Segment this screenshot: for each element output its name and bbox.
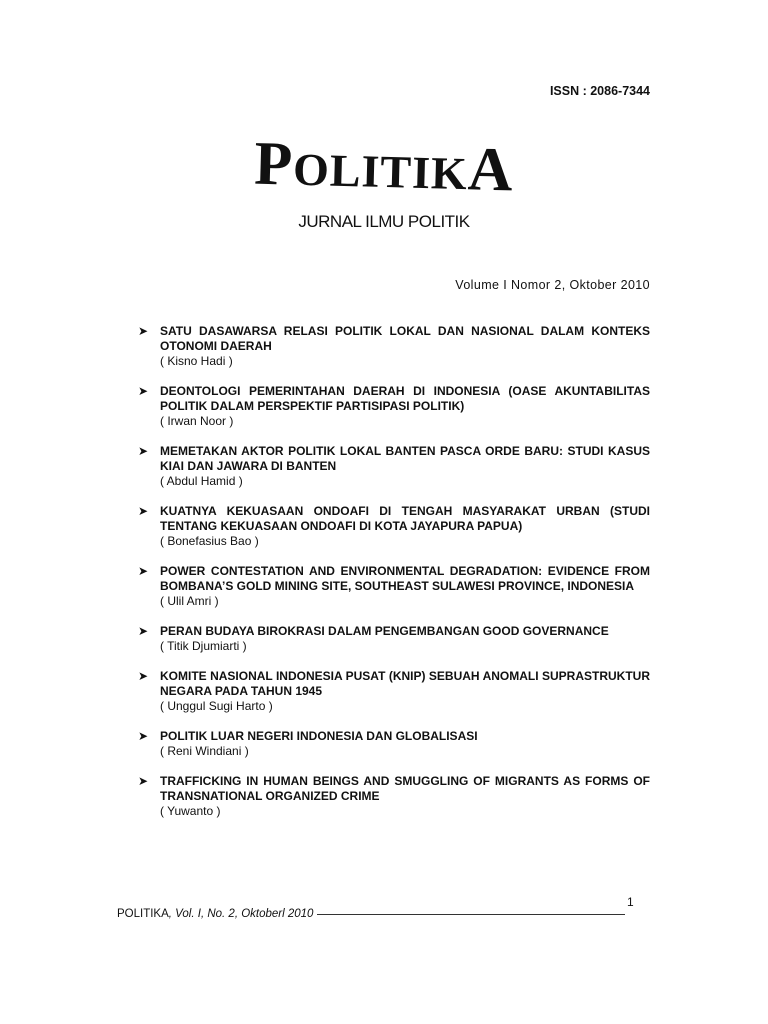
toc-item (138, 444, 650, 489)
footer-rule (317, 914, 625, 915)
article-title: TRAFFICKING IN HUMAN BEINGS AND SMUGGLING OF MIGRANTS AS FORMS OF TRANSNATIONAL ORGANIZED CRIME (160, 774, 650, 803)
footer-citation: , Vol. I, No. 2, Oktoberl 2010 (168, 908, 314, 920)
toc-item (138, 624, 650, 654)
article-title: DEONTOLOGI PEMERINTAHAN DAERAH DI INDONESIA (OASE AKUNTABILITAS POLITIK DALAM PERSPEKTIF PARTISIPASI POLITIK) (160, 384, 650, 413)
toc-item (138, 774, 650, 819)
toc-item (138, 384, 650, 429)
article-author: ( Reni Windiani ) (160, 744, 249, 758)
logo-middle: OLITIK (292, 143, 469, 200)
article-author: ( Bonefasius Bao ) (160, 534, 259, 548)
article-author: ( Kisno Hadi ) (160, 354, 233, 368)
journal-logo (0, 122, 768, 213)
journal-subtitle: JURNAL ILMU POLITIK (298, 212, 470, 231)
arrow-bullet-icon: ➤ (138, 564, 149, 578)
article-title: MEMETAKAN AKTOR POLITIK LOKAL BANTEN PASCA ORDE BARU: STUDI KASUS KIAI DAN JAWARA DI BANTEN (160, 444, 650, 473)
article-author: ( Ulil Amri ) (160, 594, 219, 608)
arrow-bullet-icon: ➤ (138, 384, 149, 398)
footer-journal: POLITIKA (117, 908, 169, 920)
toc-item (138, 669, 650, 714)
page-footer (117, 908, 625, 920)
toc-item (138, 729, 650, 759)
arrow-bullet-icon: ➤ (138, 324, 149, 338)
logo-initial: P (253, 129, 295, 199)
article-title: KOMITE NASIONAL INDONESIA PUSAT (KNIP) SEBUAH ANOMALI SUPRASTRUKTUR NEGARA PADA TAHUN 1945 (160, 669, 650, 698)
article-title: PERAN BUDAYA BIROKRASI DALAM PENGEMBANGAN GOOD GOVERNANCE (160, 624, 609, 638)
arrow-bullet-icon: ➤ (138, 774, 149, 788)
article-author: ( Yuwanto ) (160, 804, 221, 818)
toc-item (138, 564, 650, 609)
article-author: ( Abdul Hamid ) (160, 474, 243, 488)
arrow-bullet-icon: ➤ (138, 729, 149, 743)
arrow-bullet-icon: ➤ (138, 504, 149, 518)
arrow-bullet-icon: ➤ (138, 669, 149, 683)
issn-label: ISSN : 2086-7344 (549, 84, 650, 98)
volume-line: Volume I Nomor 2, Oktober 2010 (455, 278, 650, 292)
toc-item (138, 504, 650, 549)
article-title: KUATNYA KEKUASAAN ONDOAFI DI TENGAH MASYARAKAT URBAN (STUDI TENTANG KEKUASAAN ONDOAFI DI KOTA JAYAPURA PAPUA) (160, 504, 650, 533)
article-author: ( Irwan Noor ) (160, 414, 234, 428)
article-author: ( Titik Djumiarti ) (160, 639, 247, 653)
table-of-contents (138, 324, 650, 834)
article-author: ( Unggul Sugi Harto ) (160, 699, 273, 713)
article-title: SATU DASAWARSA RELASI POLITIK LOKAL DAN NASIONAL DALAM KONTEKS OTONOMI DAERAH (160, 324, 650, 353)
article-title: POLITIK LUAR NEGERI INDONESIA DAN GLOBALISASI (160, 729, 478, 743)
logo-final: A (467, 135, 515, 205)
page-number: 1 (627, 895, 634, 909)
arrow-bullet-icon: ➤ (138, 444, 149, 458)
arrow-bullet-icon: ➤ (138, 624, 149, 638)
toc-item (138, 324, 650, 369)
article-title: POWER CONTESTATION AND ENVIRONMENTAL DEGRADATION: EVIDENCE FROM BOMBANA’S GOLD MINING SITE, SOUTHEAST SULAWESI PROVINCE, INDONESIA (160, 564, 650, 593)
